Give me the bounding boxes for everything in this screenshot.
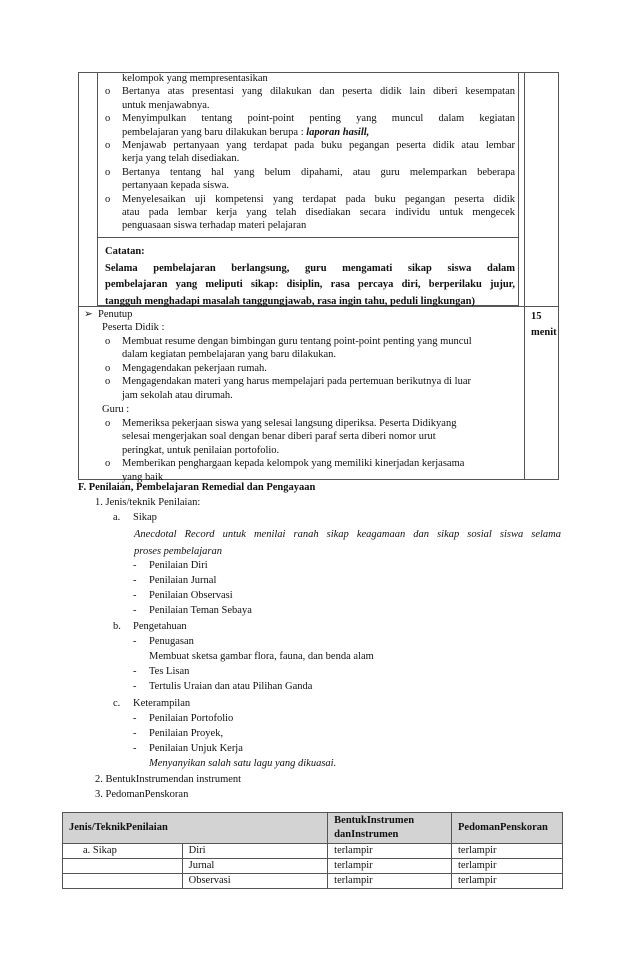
list-item: - Penilaian Proyek, — [133, 728, 224, 739]
list-item: o Menjawab pertanyaan yang terdapat pada buku pegangan peserta didik atau lembar kerja yang telah disediakan. — [105, 140, 515, 165]
item-1-heading: 1. Jenis/teknik Penilaian: — [95, 497, 201, 508]
catatan-title: Catatan: — [105, 246, 145, 257]
catatan-note: Catatan: Selama pembelajaran berlangsung, guru mengamati sikap siswa dalam pembelajaran yang meliputi sikap: disiplin, rasa percaya diri, berperilaku jujur, tangguh menghadapi masalah tanggungjawab, rasa ingin tahu, peduli lingkungan) — [105, 246, 515, 307]
list-item: o Bertanya atas presentasi yang dilakukan dan peserta didik lain diberi kesempatan untuk menjawabnya. — [105, 86, 515, 111]
penutup-heading: ➢ Penutup — [84, 309, 133, 320]
bullet-o: o — [105, 86, 111, 98]
sub-description: Menyanyikan salah satu lagu yang dikuasai. — [149, 758, 337, 769]
bullet-o: o — [105, 193, 111, 205]
list-item: - Tes Lisan — [133, 666, 190, 677]
sub-a-heading: a. Sikap — [113, 512, 157, 523]
list-item: - Penilaian Portofolio — [133, 713, 234, 724]
peserta-didik-list — [105, 335, 518, 402]
header-jenis: Jenis/TeknikPenilaian — [63, 813, 328, 844]
list-item: kelompok yang mempresentasikan — [122, 73, 268, 84]
list-item: o Mengagendakan materi yang harus mempelajari pada pertemuan berikutnya di luar jam sekolah atau dirumah. — [105, 376, 471, 401]
list-item: o Memeriksa pekerjaan siswa yang selesai langsung diperiksa. Peserta Didikyang selesai mengerjakan soal dengan benar diberi paraf serta diberi nomor urut peringkat, untuk penilaian portofolio. — [105, 418, 457, 456]
list-item: - Penugasan — [133, 636, 194, 647]
list-item: o Menyelesaikan uji kompetensi yang terdapat pada buku pegangan peserta didik atau pada lembar kerja yang telah disediakan secara individu untuk mengecek penguasaan siswa terhadap materi pelajaran — [105, 193, 515, 232]
list-item: o Bertanya tentang hal yang belum dipahami, atau guru melemparkan beberapa pertanyaan kepada siswa. — [105, 166, 515, 192]
peserta-didik-label: Peserta Didik : — [102, 322, 165, 333]
bullet-o: o — [105, 166, 111, 178]
section-f-title: F. Penilaian, Pembelajaran Remedial dan Pengayaan — [78, 482, 316, 493]
sub-c-heading: c. Keterampilan — [113, 698, 191, 709]
bullet-o: o — [105, 418, 111, 429]
list-item: o Memberikan penghargaan kepada kelompok yang memiliki kinerjadan kerjasama yang baik — [105, 458, 465, 483]
sub-b-heading: b. Pengetahuan — [113, 621, 187, 632]
bullet-o: o — [105, 113, 111, 125]
bullet-o: o — [105, 458, 111, 470]
list-item: - Penilaian Diri — [133, 560, 208, 571]
item-3-heading: 3. PedomanPenskoran — [95, 789, 189, 800]
time-allocation: 15 menit — [531, 311, 557, 338]
list-item: - Penilaian Unjuk Kerja — [133, 743, 243, 754]
list-item: o Membuat resume dengan bimbingan guru tentang point-point penting yang muncul dalam kegiatan pembelajaran yang baru dilakukan. — [105, 336, 472, 361]
item-2-heading: 2. BentukInstrumendan instrument — [95, 774, 242, 785]
table-row: Jurnal terlampir terlampir — [63, 859, 563, 874]
list-item: - Penilaian Observasi — [133, 590, 233, 601]
table-row: a. Sikap Diri terlampir terlampir — [63, 844, 563, 859]
list-item: - Penilaian Teman Sebaya — [133, 605, 252, 616]
bullet-o: o — [105, 336, 111, 347]
table-row: Observasi terlampir terlampir — [63, 874, 563, 889]
lesson-activity-table — [78, 72, 559, 483]
guru-list — [105, 417, 518, 484]
list-item: o Menyimpulkan tentang point-point penting yang muncul dalam kegiatan pembelajaran yang baru dilakukan berupa : laporan hasill, — [105, 113, 515, 138]
guru-label: Guru : — [102, 404, 130, 415]
bullet-o: o — [105, 362, 111, 374]
header-bentuk: BentukInstrumen danInstrumen — [328, 813, 452, 844]
header-pedoman: PedomanPenskoran — [452, 813, 563, 844]
bullet-o: o — [105, 376, 111, 388]
bullet-o: o — [105, 140, 111, 152]
list-item: - Tertulis Uraian dan atau Pilihan Ganda — [133, 681, 313, 692]
anecdotal-description: Anecdotal Record untuk menilai ranah sikap keagamaan dan sikap sosial siswa selama proses pembelajaran — [134, 529, 561, 557]
arrow-bullet-icon: ➢ — [84, 309, 93, 320]
table-header-row — [63, 813, 563, 844]
list-item: - Penilaian Jurnal — [133, 575, 217, 586]
sub-description: Membuat sketsa gambar flora, fauna, dan benda alam — [149, 651, 374, 662]
list-item: o Mengagendakan pekerjaan rumah. — [105, 362, 267, 374]
activity-list — [105, 72, 515, 233]
assessment-table — [62, 812, 563, 889]
